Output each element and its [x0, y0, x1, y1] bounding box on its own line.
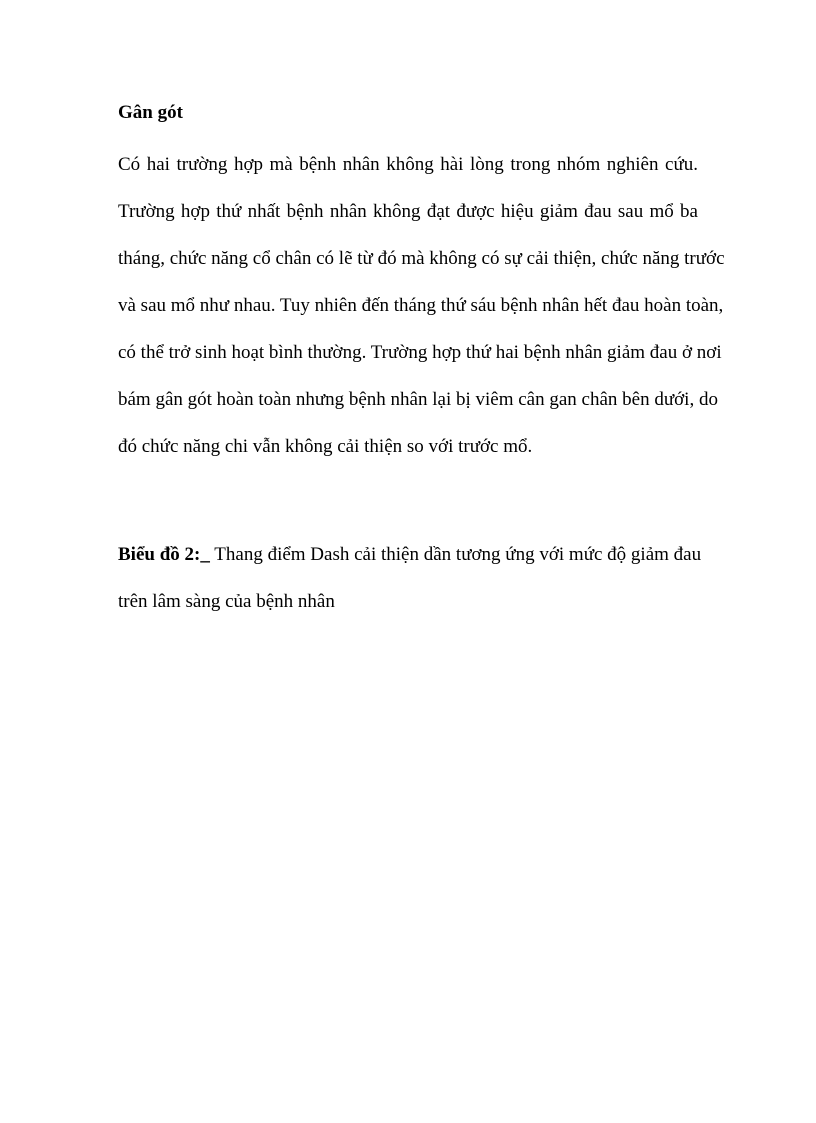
figure-caption-text: Thang điểm Dash cải thiện dần tương ứng với mức độ giảm đau	[214, 544, 702, 565]
paragraph-line: bám gân gót hoàn toàn nhưng bệnh nhân lại bị viêm cân gan chân bên dưới, do	[118, 389, 718, 410]
figure-caption-line-1	[118, 543, 702, 567]
paragraph-line: đó chức năng chi vẫn không cải thiện so với trước mổ.	[118, 436, 533, 457]
paragraph-line: có thể trở sinh hoạt bình thường. Trường hợp thứ hai bệnh nhân giảm đau ở nơi	[118, 342, 722, 363]
paragraph-line: Trường hợp thứ nhất bệnh nhân không đạt được hiệu giảm đau sau mổ ba	[118, 201, 698, 222]
figure-caption-label: Biểu đồ 2:_	[118, 544, 210, 565]
section-heading: Gân gót	[118, 102, 183, 123]
paragraph-line: tháng, chức năng cổ chân có lẽ từ đó mà không có sự cải thiện, chức năng trước	[118, 248, 725, 269]
paragraph-line: và sau mổ như nhau. Tuy nhiên đến tháng thứ sáu bệnh nhân hết đau hoàn toàn,	[118, 295, 724, 316]
figure-caption-line-2: trên lâm sàng của bệnh nhân	[118, 591, 335, 612]
paragraph-line: Có hai trường hợp mà bệnh nhân không hài lòng trong nhóm nghiên cứu.	[118, 154, 698, 175]
